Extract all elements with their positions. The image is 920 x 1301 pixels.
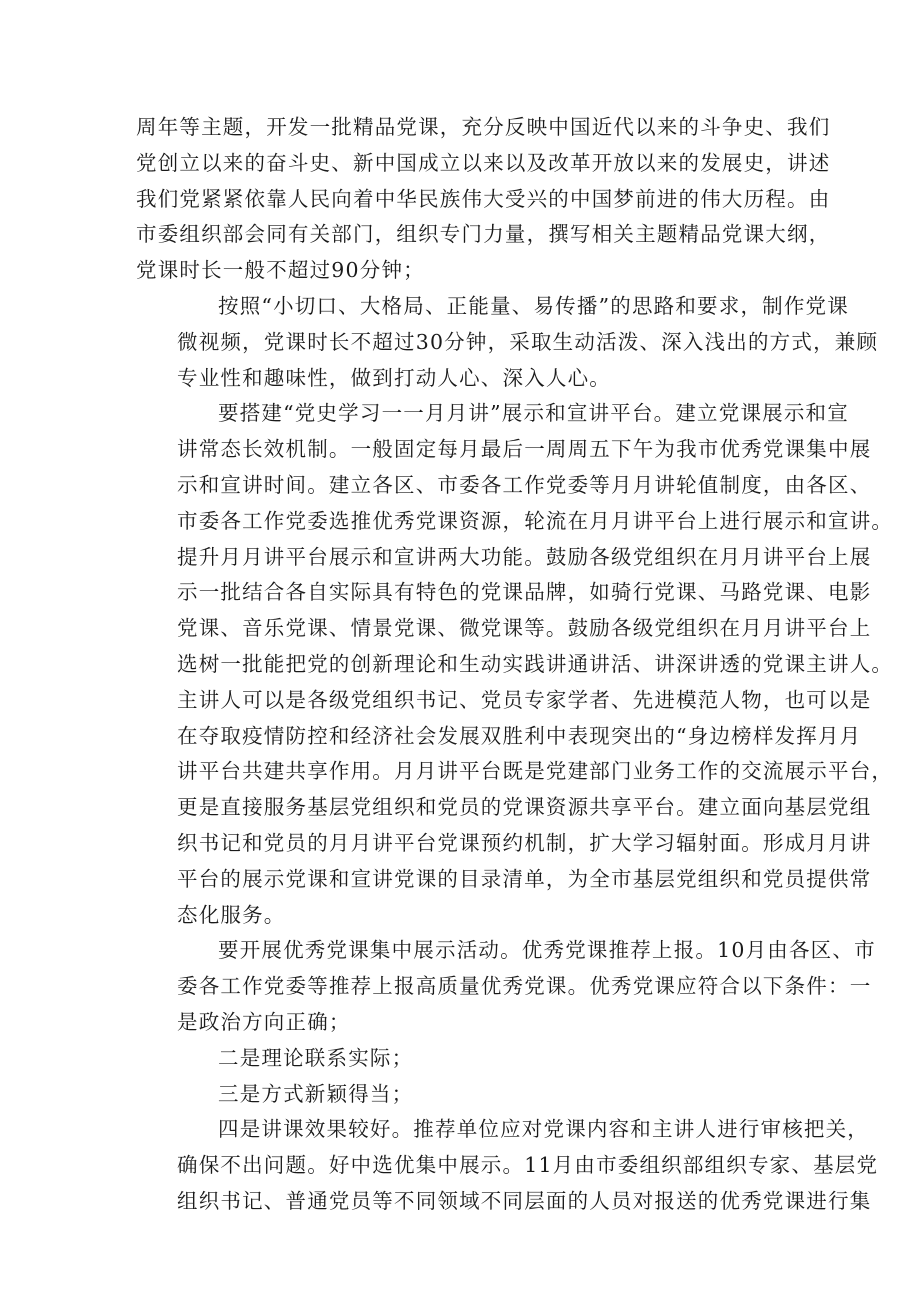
text-line: 选树一批能把党的创新理论和生动实践讲通讲活、讲深讲透的党课主讲人。 — [177, 651, 894, 676]
text-line: 周年等主题，开发一批精品党课，充分反映中国近代以来的斗争史、我们 — [136, 115, 831, 139]
text-line: 我们党紧紧依靠人民向着中华民族伟大受兴的中国梦前进的伟大历程。由 — [136, 186, 831, 211]
text-line: 要开展优秀党课集中展示活动。优秀党课推荐上报。10月由各区、市 — [218, 938, 876, 963]
text-line: 讲平台共建共享作用。月月讲平台既是党建部门业务工作的交流展示平台， — [177, 759, 894, 784]
paragraph — [136, 110, 831, 289]
text-line: 三是方式新颖得当； — [218, 1081, 414, 1106]
text-line: 织书记和党员的月月讲平台党课预约机制，扩大学习辐射面。形成月月讲 — [177, 830, 872, 855]
paragraph — [136, 1041, 784, 1077]
paragraph — [136, 1077, 784, 1113]
paragraph — [136, 933, 876, 1040]
paragraph — [136, 396, 894, 933]
text-line: 按照“小切口、大格局、正能量、易传播”的思路和要求，制作党课 — [218, 293, 849, 318]
text-line: 组织书记、普通党员等不同领域不同层面的人员对报送的优秀党课进行集 — [177, 1188, 872, 1213]
text-line: 示和宣讲时间。建立各区、市委各工作党委等月月讲轮值制度，由各区、 — [177, 472, 872, 497]
text-line: 专业性和趣味性，做到打动人心、深入人心。 — [177, 365, 611, 390]
text-line: 态化服务。 — [177, 902, 286, 927]
text-line: 在夺取疫情防控和经济社会发展双胜利中表现突出的“身边榜样发挥月月 — [177, 723, 862, 748]
document-body — [136, 110, 894, 1220]
text-line: 党课、音乐党课、情景党课、微党课等。鼓励各级党组织在月月讲平台上 — [177, 616, 872, 641]
text-line: 确保不出问题。好中选优集中展示。11月由市委组织部组织专家、基层党 — [177, 1153, 879, 1178]
text-line: 委各工作党委等推荐上报高质量优秀党课。优秀党课应符合以下条件：一 — [177, 974, 872, 999]
text-line: 党创立以来的奋斗史、新中国成立以来以及改革开放以来的发展史，讲述 — [136, 150, 831, 175]
paragraph — [136, 289, 879, 396]
text-line: 是政治方向正确； — [177, 1009, 351, 1034]
text-line: 更是直接服务基层党组织和党员的党课资源共享平台。建立面向基层党组 — [177, 795, 872, 820]
text-line: 市委各工作党委选推优秀党课资源，轮流在月月讲平台上进行展示和宣讲。 — [177, 508, 894, 533]
text-line: 党课时长一般不超过90分钟； — [136, 258, 425, 283]
paragraph — [136, 1112, 879, 1219]
text-line: 市委组织部会同有关部门，组织专门力量，撰写相关主题精品党课大纲， — [136, 222, 831, 247]
text-line: 四是讲课效果较好。推荐单位应对党课内容和主讲人进行审核把关， — [218, 1117, 869, 1142]
text-line: 二是理论联系实际； — [218, 1045, 414, 1070]
text-line: 微视频，党课时长不超过30分钟，采取生动活泼、深入浅出的方式，兼顾 — [177, 329, 879, 354]
text-line: 示一批结合各自实际具有特色的党课品牌，如骑行党课、马路党课、电影 — [177, 580, 872, 605]
text-line: 平台的展示党课和宣讲党课的目录清单，为全市基层党组织和党员提供常 — [177, 866, 872, 891]
text-line: 讲常态长效机制。一般固定每月最后一周周五下午为我市优秀党课集中展 — [177, 437, 872, 462]
text-line: 要搭建“党史学习一一月月讲”展示和宣讲平台。建立党课展示和宣 — [218, 401, 849, 426]
text-line: 提升月月讲平台展示和宣讲两大功能。鼓励各级党组织在月月讲平台上展 — [177, 544, 872, 569]
text-line: 主讲人可以是各级党组织书记、党员专家学者、先进模范人物，也可以是 — [177, 687, 872, 712]
